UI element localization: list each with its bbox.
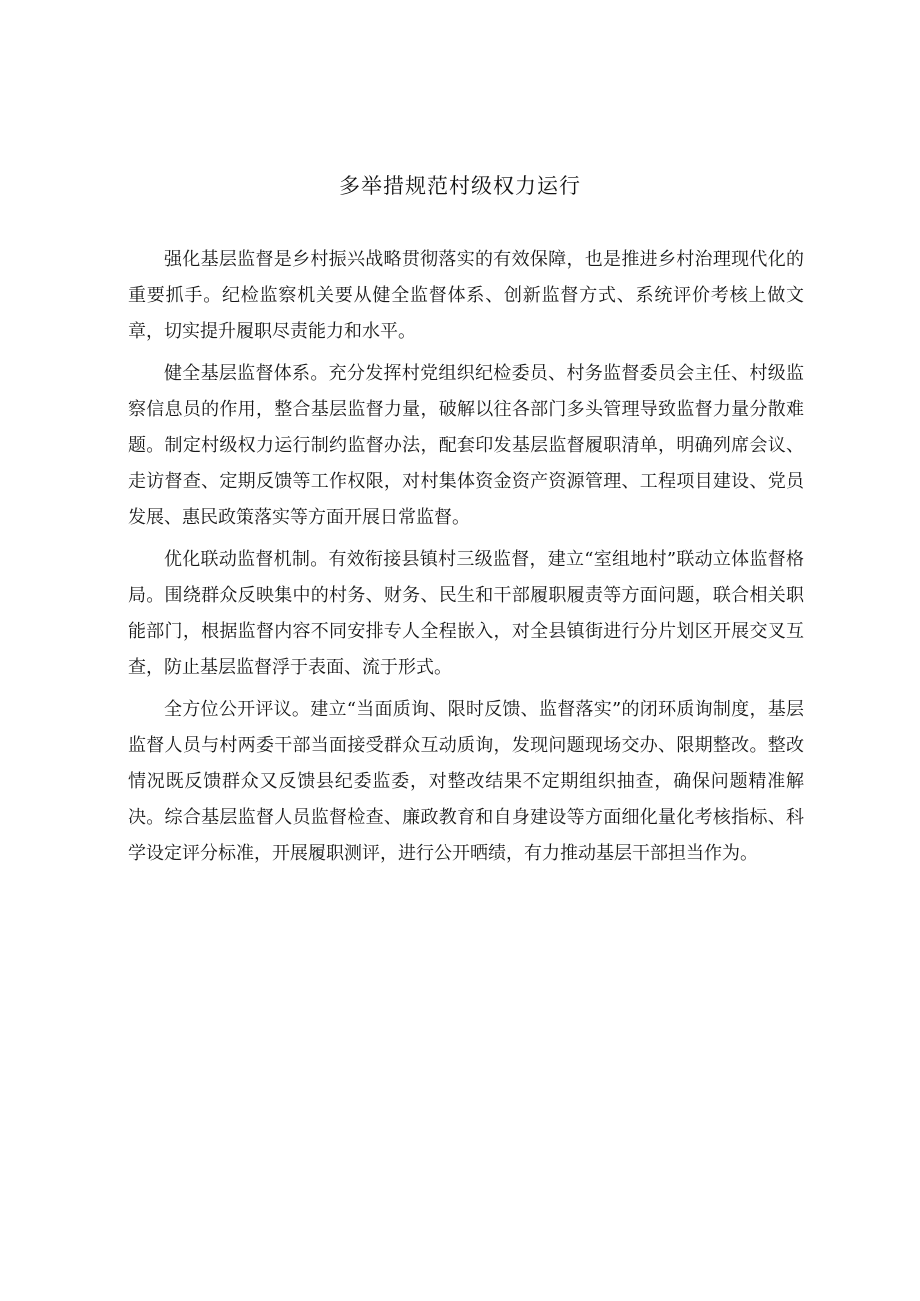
paragraph-intro: 强化基层监督是乡村振兴战略贯彻落实的有效保障，也是推进乡村治理现代化的重要抓手。纪检监察机关要从健全监督体系、创新监督方式、系统评价考核上做文章，切实提升履职尽责能力和水平。 xyxy=(128,249,804,342)
document-body xyxy=(128,242,804,878)
document-title: 多举措规范村级权力运行 xyxy=(339,174,581,198)
paragraph-supervision-system: 健全基层监督体系。充分发挥村党组织纪检委员、村务监督委员会主任、村级监察信息员的作用，整合基层监督力量，破解以往各部门多头管理导致监督力量分散难题。制定村级权力运行制约监督办法，配套印发基层监督履职清单，明确列席会议、走访督查、定期反馈等工作权限，对村集体资金资产资源管理、工程项目建设、党员发展、惠民政策落实等方面开展日常监督。 xyxy=(128,363,804,528)
paragraph-public-evaluation: 全方位公开评议。建立“当面质询、限时反馈、监督落实”的闭环质询制度，基层监督人员与村两委干部当面接受群众互动质询，发现问题现场交办、限期整改。整改情况既反馈群众又反馈县纪委监委，对整改结果不定期组织抽查，确保问题精准解决。综合基层监督人员监督检查、廉政教育和自身建设等方面细化量化考核指标、科学设定评分标准，开展履职测评，进行公开晒绩，有力推动基层干部担当作为。 xyxy=(128,699,804,864)
paragraph-linkage-mechanism: 优化联动监督机制。有效衔接县镇村三级监督，建立“室组地村”联动立体监督格局。围绕群众反映集中的村务、财务、民生和干部履职履责等方面问题，联合相关职能部门，根据监督内容不同安排专人全程嵌入，对全县镇街进行分片划区开展交叉互查，防止基层监督浮于表面、流于形式。 xyxy=(128,549,804,678)
